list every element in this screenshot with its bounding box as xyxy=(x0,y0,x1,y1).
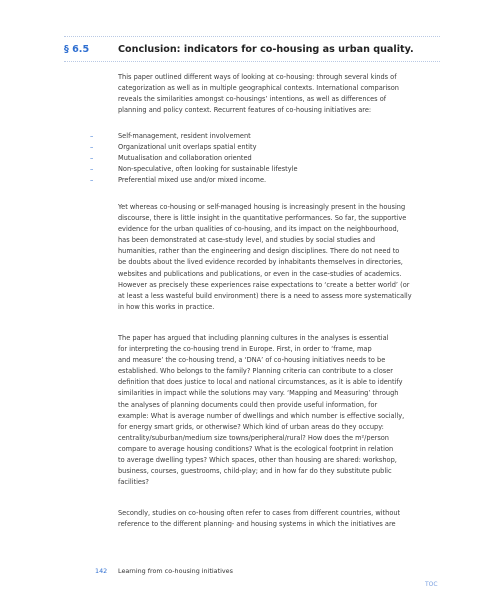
text-line: and measure’ the co-housing trend, a ‘DNA’ of co-housing initiatives needs to be xyxy=(118,356,386,365)
list-item-text: Self-management, resident involvement xyxy=(118,132,251,140)
text-line: evidence for the urban qualities of co-housing, and its impact on the neighbourhood, xyxy=(118,225,399,234)
list-item-text: Organizational unit overlaps spatial entity xyxy=(118,143,257,151)
text-line: categorization as well as in multiple geographical contexts. International comparison xyxy=(118,84,399,93)
list-item xyxy=(64,175,440,186)
page-number: 142 xyxy=(95,567,108,575)
text-line: example: What is average number of dwellings and which number is effective socially, xyxy=(118,411,405,420)
dash-bullet: – xyxy=(90,143,94,151)
text-line: facilities? xyxy=(118,478,149,487)
list-item xyxy=(64,131,440,142)
text-line: to average dwelling types? Which spaces, other than housing are shared: workshop, xyxy=(118,456,397,465)
text-line: similarities in impact while the solutions may vary. ‘Mapping and Measuring’ through xyxy=(118,389,399,398)
dash-bullet: – xyxy=(90,154,94,162)
section-title: Conclusion: indicators for co-housing as urban quality. xyxy=(118,44,414,55)
text-line: has been demonstrated at case-study level, and studies by social studies and xyxy=(118,236,376,245)
text-line: definition that does justice to local and national circumstances, as it is able to identify xyxy=(118,378,403,387)
features-list xyxy=(64,131,440,186)
text-line: planning and policy context. Recurrent features of co-housing initiatives are: xyxy=(118,106,372,115)
section-top-rule xyxy=(64,36,440,37)
intro-paragraph xyxy=(118,72,440,116)
list-item xyxy=(64,164,440,175)
list-item-text: Preferential mixed use and/or mixed income. xyxy=(118,176,267,184)
text-line: The paper has argued that including planning cultures in the analyses is essential xyxy=(118,334,389,342)
text-line: This paper outlined different ways of looking at co-housing: through several kinds of xyxy=(118,73,397,81)
text-line: centrality/suburban/medium size towns/peripheral/rural? How does the m²/person xyxy=(118,433,389,442)
section-bottom-rule xyxy=(64,61,440,62)
dash-bullet: – xyxy=(90,176,94,184)
list-item-text: Mutualisation and collaboration oriented xyxy=(118,154,252,162)
text-line: reference to the different planning- and housing systems in which the initiatives are xyxy=(118,520,396,529)
text-line: for interpreting the co-housing trend in Europe. First, in order to ‘frame, map xyxy=(118,345,372,354)
text-line: Yet whereas co-housing or self-managed housing is increasingly present in the housing xyxy=(118,203,406,211)
list-item-text: Non-speculative, often looking for sustainable lifestyle xyxy=(118,165,298,173)
text-line: the analyses of planning documents could then provide useful information, for xyxy=(118,400,378,409)
paragraph-quantitative xyxy=(118,202,440,313)
text-line: at least a less wasteful build environment) there is a need to assess more systematically xyxy=(118,291,412,300)
paragraph-secondly xyxy=(118,508,440,530)
text-line: compare to average housing conditions? What is the ecological footprint in relation xyxy=(118,444,394,453)
text-line: discourse, there is little insight in the quantitative performances. So far, the supportive xyxy=(118,214,407,223)
text-line: be doubts about the lived evidence recorded by inhabitants themselves in directories, xyxy=(118,258,403,267)
paragraph-planning-cultures xyxy=(118,333,440,488)
text-line: Secondly, studies on co-housing often refer to cases from different countries, without xyxy=(118,509,401,517)
running-title: Learning from co-housing initiatives xyxy=(118,567,233,575)
text-line: However as precisely these experiences raise expectations to ‘create a better world’ (or xyxy=(118,280,410,289)
text-line: business, courses, guestrooms, child-play; and in how far do they substitute public xyxy=(118,467,392,476)
dash-bullet: – xyxy=(90,132,94,140)
toc-link[interactable]: TOC xyxy=(425,581,438,588)
section-number: § 6.5 xyxy=(64,44,90,55)
text-line: humanities, rather than the engineering and design disciplines. There do not need to xyxy=(118,247,400,256)
text-line: for energy smart grids, or otherwise? Which kind of urban areas do they occupy: xyxy=(118,422,384,431)
text-line: websites and publications and publications, or even in the case-studies of academics. xyxy=(118,269,402,278)
text-line: reveals the similarities amongst co-housings’ intentions, as well as differences of xyxy=(118,95,387,104)
list-item xyxy=(64,142,440,153)
dash-bullet: – xyxy=(90,165,94,173)
text-line: established. Who belongs to the family? Planning criteria can contribute to a closer xyxy=(118,367,393,376)
text-line: in how this works in practice. xyxy=(118,302,215,311)
list-item xyxy=(64,153,440,164)
